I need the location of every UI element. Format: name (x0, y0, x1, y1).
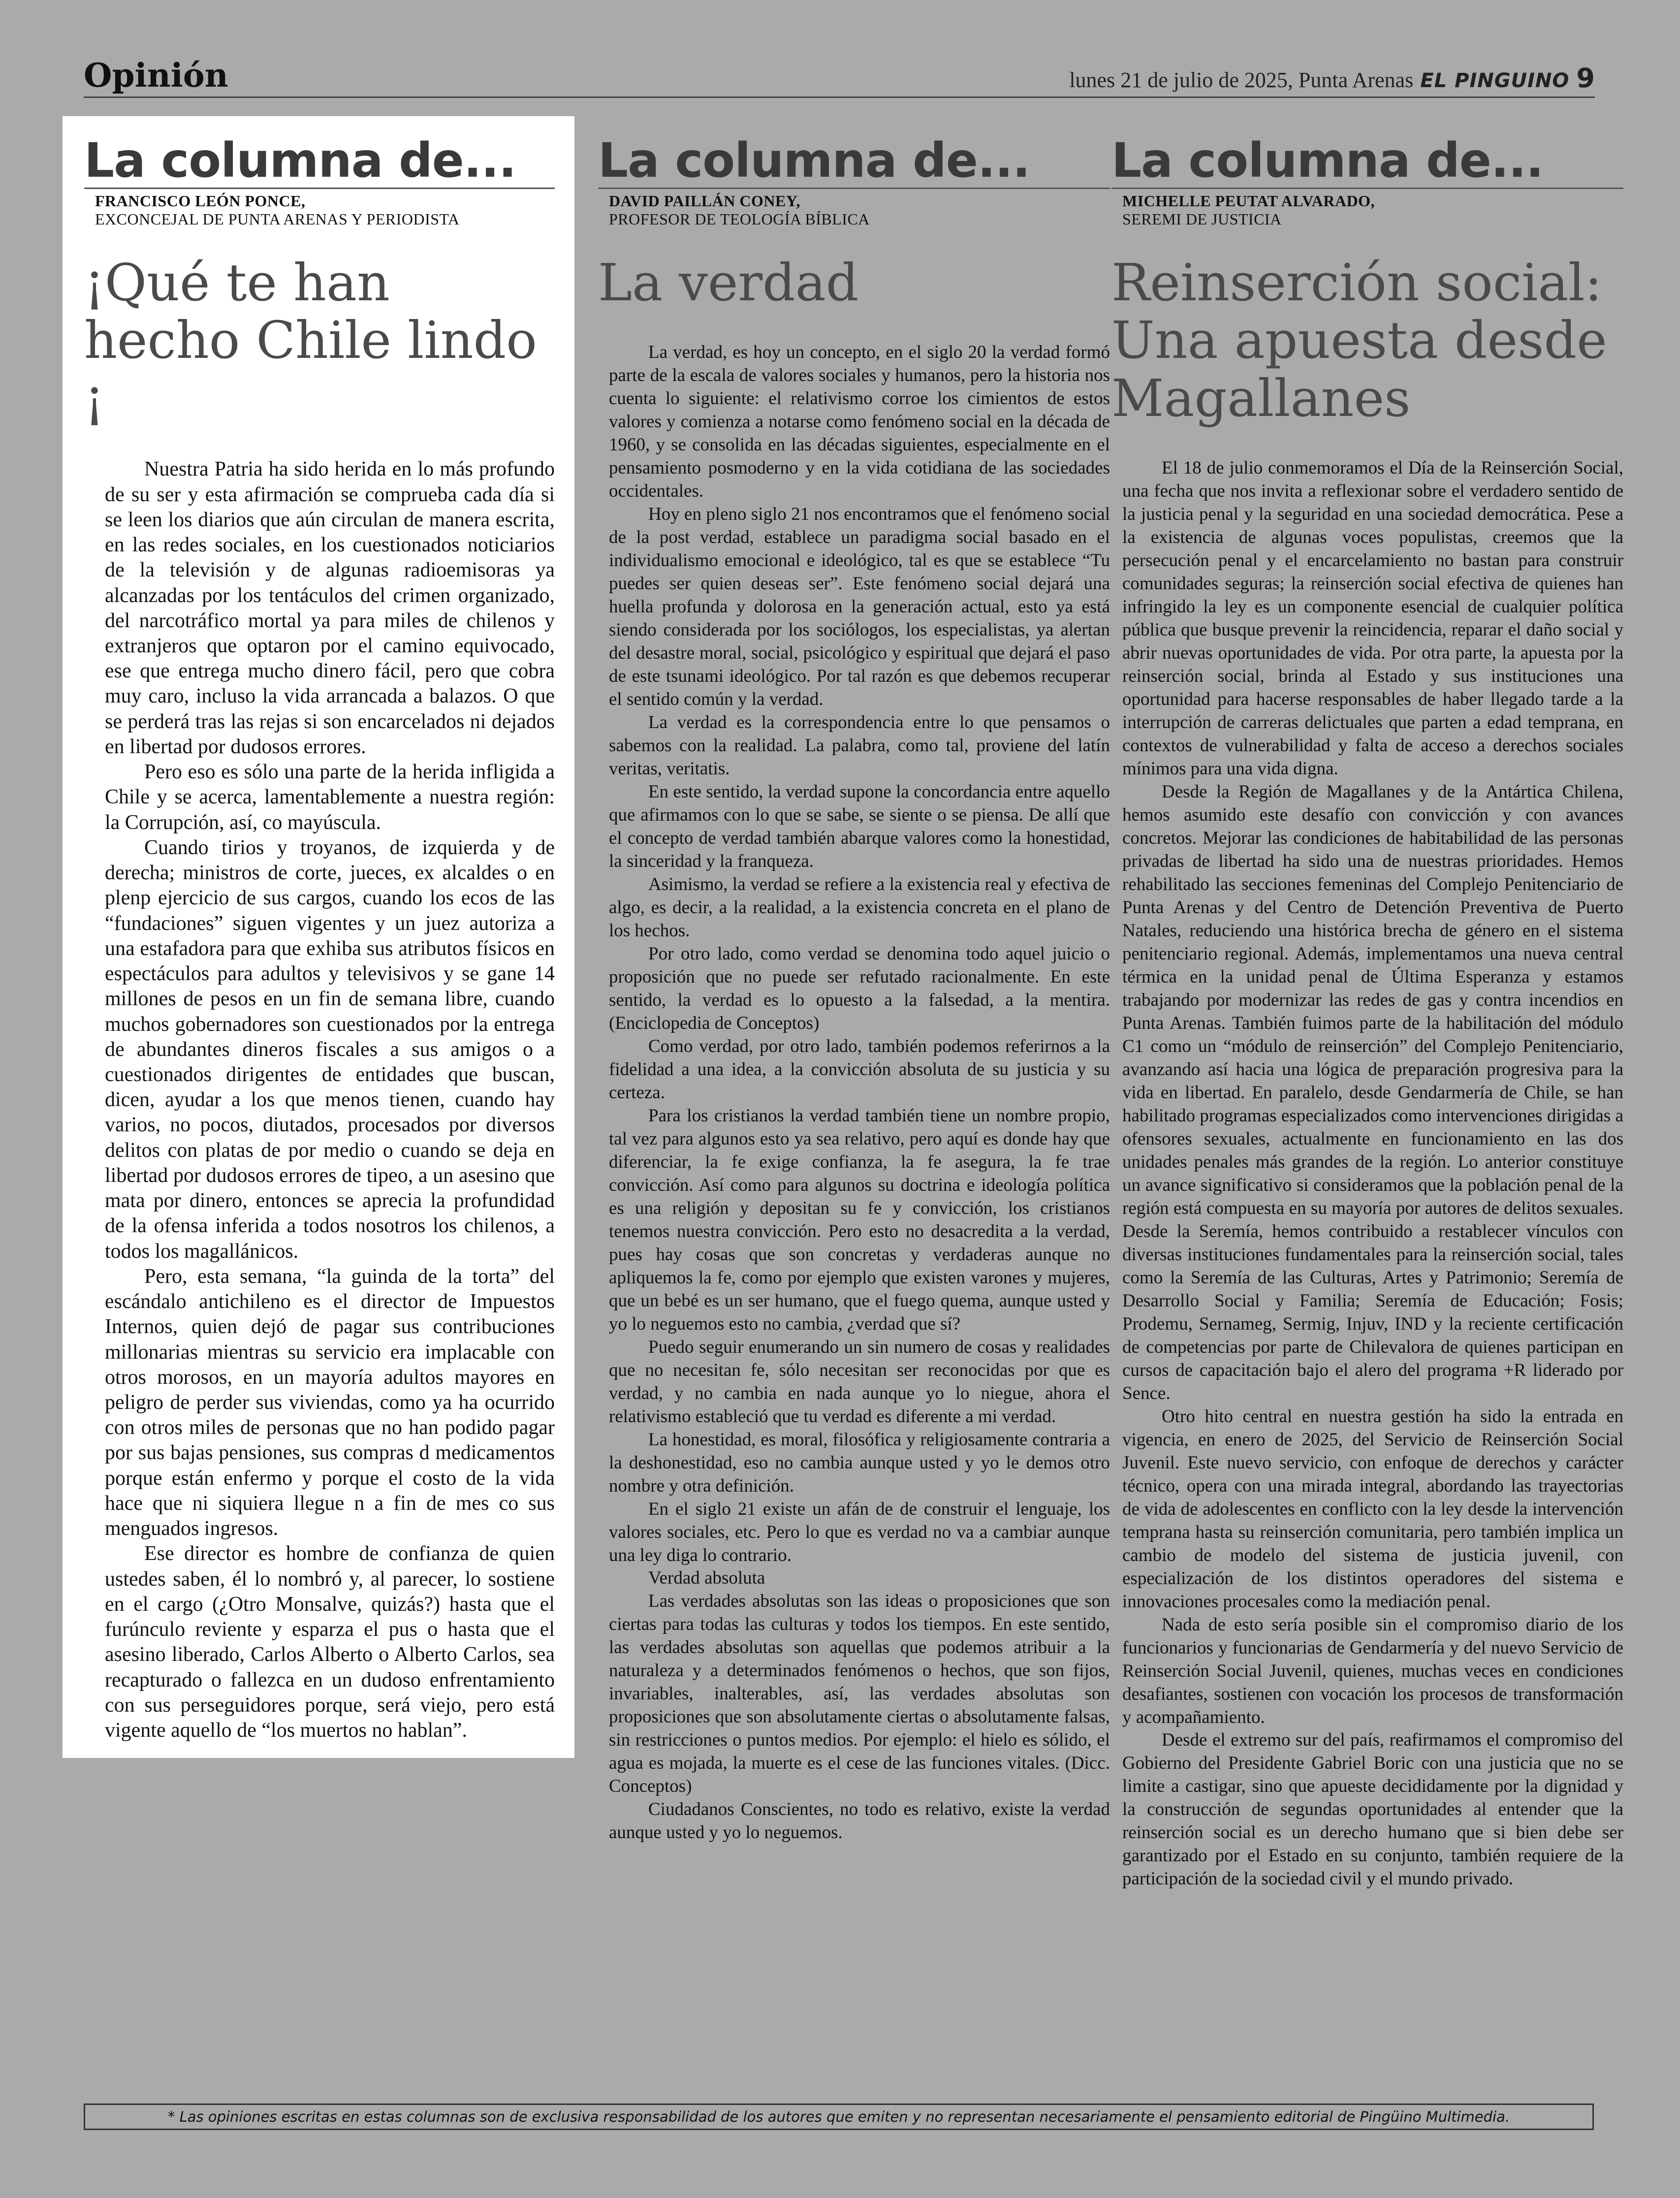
opinion-column-2 (598, 116, 1110, 1845)
article-title: La verdad (598, 252, 859, 313)
article-title: ¡Qué te han hecho Chile lindo ¡ (84, 252, 537, 428)
opinion-column-3 (1111, 116, 1623, 1891)
paragraph: Para los cristianos la verdad también tiene un nombre propio, tal vez para algunos esto ya sea relativo, pero aquí es donde hay que diferenciar, la fe exige confianza, la fe asegura, la fe trae convicción. Así como para algunos su doctrina e ideología política es una religión y depositan su fe y convicción, los cristianos tenemos nuestra convicción. Pero esto no desacredita a la verdad, pues hay cosas que son concretas y verdaderas aunque no apliquemos la fe, como por ejemplo que existen varones y mujeres, que un bebé es un ser humano, que el fuego quema, aunque usted y yo lo neguemos esto no cambia, ¿verdad que sí? (609, 1105, 1110, 1334)
author-name: DAVID PAILLÁN CONEY, (609, 191, 801, 210)
header-meta (1069, 63, 1595, 94)
column-kicker: La columna de... (598, 136, 1110, 189)
paragraph: En el siglo 21 existe un afán de de construir el lenguaje, los valores sociales, etc. Pero lo que es verdad no va a cambiar aunque una ley diga lo contrario. (609, 1498, 1110, 1565)
footer-disclaimer: * Las opiniones escritas en estas columnas son de exclusiva responsabilidad de los autores que emiten y no representan necesariamente el pensamiento editorial de Pingüino Multimedia. (84, 2103, 1594, 2130)
page-number: 9 (1576, 63, 1595, 94)
paragraph: Asimismo, la verdad se refiere a la existencia real y efectiva de algo, es decir, a la realidad, a la existencia concreta en el plano de los hechos. (609, 874, 1110, 941)
page-header (84, 56, 1595, 98)
paragraph: La verdad, es hoy un concepto, en el siglo 20 la verdad formó parte de la escala de valores sociales y humanos, pero la historia nos cuenta lo siguiente: el relativismo corroe los cimientos de estos valores y comienza a notarse como fenómeno social en la década de 1960, y se consolida en las décadas siguientes, especialmente en el pensamiento posmoderno y en la vida cotidiana de las sociedades occidentales. (609, 342, 1110, 502)
paragraph: La verdad es la correspondencia entre lo que pensamos o sabemos con la realidad. La palabra, como tal, proviene del latín veritas, veritatis. (609, 712, 1110, 779)
article-title: Reinserción social: Una apuesta desde Magallanes (1111, 252, 1607, 428)
paragraph: Cuando tirios y troyanos, de izquierda y de derecha; ministros de corte, jueces, ex alcaldes o en plenp ejercicio de sus cargos, cuando los ecos de las “fundaciones” siguen vigentes y un juez autoriza a una estafadora para que exhiba sus atributos físicos en espectáculos para adultos y televisivos y se gane 14 millones de pesos en un fin de semana libre, cuando muchos gobernadores son cuestionados por la entrega de abundantes dineros fiscales a sus amigos o a cuestionados dirigentes de entidades que buscan, dicen, ayudar a los que menos tienen, cuando hay varios, no pocos, diutados, procesados por diversos delitos con platas de por medio o cuando se deja en libertad por dudosos errores de tipeo, a un asesino que mata por dinero, entonces se aprecia la profundidad de la ofensa inferida a todos nosotros los chilenos, a todos los magallánicos. (105, 836, 555, 1263)
author-role: PROFESOR DE TEOLOGÍA BÍBLICA (609, 210, 870, 228)
paragraph: Ciudadanos Conscientes, no todo es relativo, existe la verdad aunque usted y yo lo neguemos. (609, 1799, 1110, 1843)
author-role: EXCONCEJAL DE PUNTA ARENAS Y PERIODISTA (95, 210, 460, 228)
column-kicker: La columna de... (1111, 136, 1623, 189)
column-kicker: La columna de... (84, 136, 555, 189)
paragraph: Como verdad, por otro lado, también podemos referirnos a la fidelidad a una idea, a la convicción absoluta de su justicia y su certeza. (609, 1036, 1110, 1103)
paragraph: Desde la Región de Magallanes y de la Antártica Chilena, hemos asumido este desafío con convicción y con avances concretos. Mejorar las condiciones de habitabilidad de las personas privadas de libertad ha sido una de nuestras prioridades. Hemos rehabilitado las secciones femeninas del Complejo Penitenciario de Punta Arenas y del Centro de Detención Preventiva de Puerto Natales, reduciendo una histórica brecha de género en el sistema penitenciario regional. Además, implementamos una nueva central térmica en la unidad penal de Última Esperanza y estamos trabajando por modernizar las redes de gas y contra incendios en Punta Arenas. También fuimos parte de la habilitación del módulo C1 como un “módulo de reinserción” del Complejo Penitenciario, avanzando así hacia una lógica de preparación progresiva para la vida en libertad. En paralelo, desde Gendarmería de Chile, se han habilitado programas especializados como intervenciones dirigidas a ofensores sexuales, actualmente en funcionamiento en las dos unidades penales más grandes de la región. Lo anterior constituye un avance significativo si consideramos que la población penal de la región está compuesta en su mayoría por autores de delitos sexuales. Desde la Seremía, hemos contribuido a restablecer vínculos con diversas instituciones fundamentales para la reinserción social, tales como la Seremía de las Culturas, Artes y Patrimonio; Seremía de Desarrollo Social y Familia; Seremía de Educación; Fosis; Prodemu, Sernameg, Sermig, Injuv, IND y la reciente certificación de competencias por parte de Chilevalora de quienes participan en cursos de capacitación bajo el alero del programa +R liderado por Sence. (1122, 782, 1623, 1403)
article-body (1122, 457, 1623, 1891)
paragraph: Desde el extremo sur del país, reafirmamos el compromiso del Gobierno del Presidente Gabriel Boric con una justicia que no se limite a castigar, sino que apueste decididamente por la dignidad y la construcción de segundas oportunidades al entender que la reinserción social es un derecho humano que si bien debe ser garantizado por el Estado en su conjunto, también requiere de la participación de la sociedad civil y el mundo privado. (1122, 1730, 1623, 1889)
opinion-column-1 (63, 116, 574, 1758)
paragraph: La honestidad, es moral, filosófica y religiosamente contraria a la deshonestidad, eso no cambia aunque usted y yo le demos otro nombre y otra definición. (609, 1429, 1110, 1496)
paragraph: Nada de esto sería posible sin el compromiso diario de los funcionarios y funcionarias de Gendarmería y del nuevo Servicio de Reinserción Social Juvenil, quienes, muchas veces en condiciones desafiantes, sostienen con vocación los procesos de transformación y acompañamiento. (1122, 1614, 1623, 1727)
date-place: lunes 21 de julio de 2025, Punta Arenas (1069, 68, 1414, 92)
article-body (609, 341, 1110, 1845)
article-body (84, 457, 555, 1743)
paragraph: Otro hito central en nuestra gestión ha sido la entrada en vigencia, en enero de 2025, del Servicio de Reinserción Social Juvenil. Este nuevo servicio, con enfoque de derechos y carácter técnico, opera con una mirada integral, abordando las trayectorias de vida de adolescentes en conflicto con la ley desde la intervención temprana hasta su reinserción comunitaria, pero también implica un cambio de modelo del sistema de justicia juvenil, con especialización de los distintos operadores del sistema e innovaciones procesales como la mediación penal. (1122, 1406, 1623, 1612)
section-title: Opinión (84, 56, 228, 95)
paragraph: Por otro lado, como verdad se denomina todo aquel juicio o proposición que no puede ser refutado racionalmente. En este sentido, la verdad es lo opuesto a la falsedad, a la mentira. (Enciclopedia de Conceptos) (609, 943, 1110, 1033)
paragraph: Nuestra Patria ha sido herida en lo más profundo de su ser y esta afirmación se comprueba cada día si se leen los diarios que aún circulan de manera escrita, en las redes sociales, en los cuestionados noticiarios de la televisión y de algunas radioemisoras ya alcanzadas por los tentáculos del crimen organizado, del narcotráfico mortal ya para miles de chilenos y extranjeros que optaron por el camino equivocado, ese que entrega mucho dinero fácil, pero que cobra muy caro, incluso la vida arrancada a balazos. O que se perderá tras las rejas si son encarcelados ni dejados en libertad por dudosos errores. (105, 458, 555, 758)
subheading: Verdad absoluta (648, 1568, 765, 1589)
author-name: FRANCISCO LEÓN PONCE, (95, 191, 306, 210)
paragraph: Pero eso es sólo una parte de la herida infligida a Chile y se acerca, lamentablemente a nuestra región: la Corrupción, así, co mayúscula. (105, 761, 555, 834)
paragraph: En este sentido, la verdad supone la concordancia entre aquello que afirmamos con lo que se sabe, se siente o se piensa. De allí que el concepto de verdad también abarque valores como la honestidad, la sinceridad y la franqueza. (609, 782, 1110, 871)
paragraph: Hoy en pleno siglo 21 nos encontramos que el fenómeno social de la post verdad, establece un paradigma social basado en el individualismo emocional e ideológico, tal es que se establece “Tu puedes ser quien deseas ser”. Este fenómeno social dejará una huella profunda y dolorosa en la generación actual, esto ya está siendo considerada por los sociólogos, los especialistas, ya alertan del desastre moral, social, psicológico y espiritual que dejará el paso de este tsunami ideológico. Por tal razón es que debemos recuperar el sentido común y la verdad. (609, 504, 1110, 710)
paragraph: Las verdades absolutas son las ideas o proposiciones que son ciertas para todas las culturas y todos los tiempos. En este sentido, las verdades absolutas son aquellas que podemos atribuir a la naturaleza y a determinados fenómenos o hechos, que son fijos, invariables, inalterables, así, las verdades absolutas son proposiciones que son absolutamente ciertas o absolutamente falsas, sin restricciones o puntos medios. Por ejemplo: el hielo es sólido, el agua es mojada, la muerte es el cese de las funciones vitales. (Dicc. Conceptos) (609, 1591, 1110, 1797)
paragraph: El 18 de julio conmemoramos el Día de la Reinserción Social, una fecha que nos invita a reflexionar sobre el verdadero sentido de la justicia penal y la seguridad en una sociedad democrática. Pese a la existencia de algunas voces populistas, creemos que la persecución penal y el encarcelamiento no bastan para construir comunidades seguras; la reinserción social efectiva de quienes han infringido la ley es un componente esencial de cualquier política pública que busque prevenir la reincidencia, reparar el daño social y abrir nuevas oportunidades de vida. Por otra parte, la apuesta por la reinserción social, brinda al Estado y sus instituciones una oportunidad para hacerse responsables de haber llegado tarde a la interrupción de carreras delictuales que parten a edad temprana, en contextos de vulnerabilidad y falta de acceso a derechos sociales mínimos para una vida digna. (1122, 458, 1623, 779)
paragraph: Pero, esta semana, “la guinda de la torta” del escándalo antichileno es el director de Impuestos Internos, quien dejó de pagar sus contribuciones millonarias mientras su servicio era implacable con otros morosos, en un mayoría adultos mayores en peligro de perder sus viviendas, como ya ha ocurrido con otros miles de personas que no han podido pagar por sus bajas pensiones, sus compras d medicamentos porque están enfermo y porque el costo de la vida hace que ni siquiera llegue n a fin de mes co sus menguados ingresos. (105, 1265, 555, 1540)
brand-logo: EL PINGUINO (1420, 69, 1570, 92)
paragraph: Ese director es hombre de confianza de quien ustedes saben, él lo nombró y, al parecer, lo sostiene en el cargo (¿Otro Monsalve, quizás?) hasta que el furúnculo reviente y esparza el pus o hasta que el asesino liberado, Carlos Alberto o Alberto Carlos, sea recapturado o fallezca en un dudoso enfrentamiento con sus perseguidores porque, será viejo, pero está vigente aquello de “los muertos no hablan”. (105, 1542, 555, 1742)
author-name: MICHELLE PEUTAT ALVARADO, (1122, 191, 1375, 210)
paragraph: Puedo seguir enumerando un sin numero de cosas y realidades que no necesitan fe, sólo necesitan ser reconocidas por que es verdad, y no cambia en nada aunque yo lo niegue, ahora el relativismo estableció que tu verdad es diferente a mi verdad. (609, 1337, 1110, 1427)
author-role: SEREMI DE JUSTICIA (1122, 210, 1282, 228)
